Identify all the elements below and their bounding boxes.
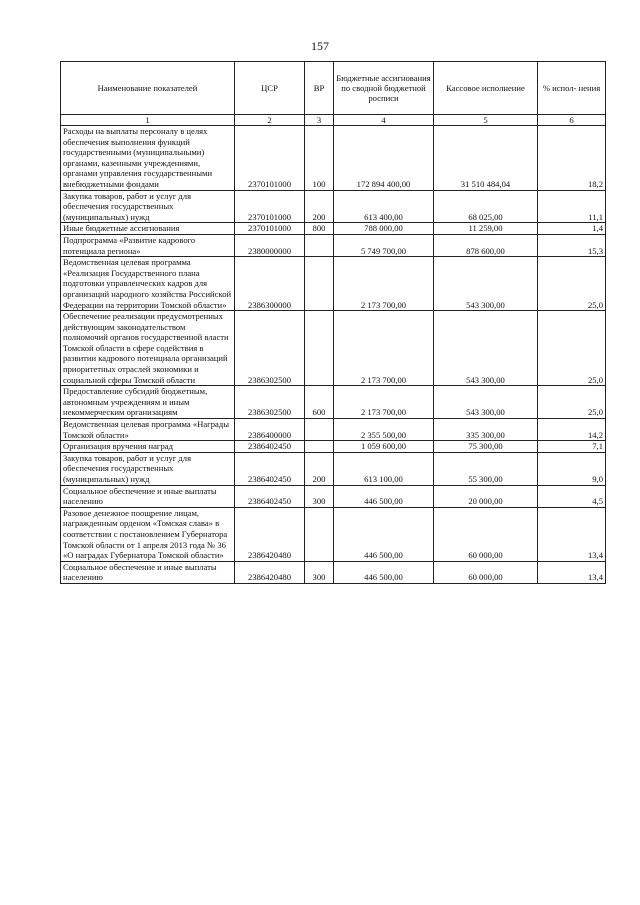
row-planned: 172 894 400,00 — [334, 126, 434, 191]
row-planned: 446 500,00 — [334, 507, 434, 561]
row-vr — [305, 441, 334, 453]
table-row — [61, 419, 606, 441]
row-executed: 878 600,00 — [434, 234, 538, 256]
row-executed: 55 300,00 — [434, 452, 538, 485]
row-csr: 2386402450 — [235, 485, 305, 507]
column-number: 5 — [434, 115, 538, 126]
row-name: Закупка товаров, работ и услуг для обеспечения государственных (муниципальных) нужд — [61, 452, 235, 485]
row-executed: 60 000,00 — [434, 561, 538, 583]
row-executed: 543 300,00 — [434, 257, 538, 311]
row-vr: 600 — [305, 386, 334, 419]
row-vr — [305, 507, 334, 561]
row-csr: 2386300000 — [235, 257, 305, 311]
row-vr — [305, 234, 334, 256]
row-planned: 2 173 700,00 — [334, 311, 434, 386]
row-executed: 20 000,00 — [434, 485, 538, 507]
row-csr: 2386420480 — [235, 507, 305, 561]
row-vr: 200 — [305, 190, 334, 223]
row-vr: 100 — [305, 126, 334, 191]
row-percent: 11,1 — [538, 190, 606, 223]
row-planned: 1 059 600,00 — [334, 441, 434, 453]
table-row — [61, 311, 606, 386]
row-name: Обеспечение реализации предусмотренных действующим законодательством полномочий органов государственной власти Томской области в сфере содействия в развитии кадрового потенциала организаций приоритетных отраслей экономики и социальной сферы Томской области — [61, 311, 235, 386]
row-name: Предоставление субсидий бюджетным, автономным учреждениям и иным некоммерческим организациям — [61, 386, 235, 419]
row-csr: 2380000000 — [235, 234, 305, 256]
table-row — [61, 561, 606, 583]
row-planned: 2 173 700,00 — [334, 257, 434, 311]
row-name: Ведомственная целевая программа «Реализация Государственного плана подготовки управленческих кадров для организаций народного хозяйства Российской Федерации на территории Томской области» — [61, 257, 235, 311]
header-csr: ЦСР — [235, 62, 305, 115]
row-name: Иные бюджетные ассигнования — [61, 223, 235, 235]
row-name: Социальное обеспечение и иные выплаты населению — [61, 485, 235, 507]
row-csr: 2370101000 — [235, 190, 305, 223]
budget-execution-table — [60, 61, 606, 584]
row-csr: 2386302500 — [235, 311, 305, 386]
row-planned: 446 500,00 — [334, 561, 434, 583]
header-execution-percent: % испол- нения — [538, 62, 606, 115]
row-csr: 2386302500 — [235, 386, 305, 419]
row-vr: 200 — [305, 452, 334, 485]
table-row — [61, 485, 606, 507]
row-executed: 335 300,00 — [434, 419, 538, 441]
row-csr: 2386402450 — [235, 452, 305, 485]
row-planned: 613 400,00 — [334, 190, 434, 223]
header-indicator-name: Наименование показателей — [61, 62, 235, 115]
row-vr — [305, 311, 334, 386]
row-planned: 5 749 700,00 — [334, 234, 434, 256]
row-name: Закупка товаров, работ и услуг для обеспечения государственных (муниципальных) нужд — [61, 190, 235, 223]
row-executed: 60 000,00 — [434, 507, 538, 561]
row-csr: 2370101000 — [235, 126, 305, 191]
row-percent: 18,2 — [538, 126, 606, 191]
row-percent: 25,0 — [538, 257, 606, 311]
table-header-row — [61, 62, 606, 115]
row-planned: 2 173 700,00 — [334, 386, 434, 419]
header-cash-execution: Кассовое исполнение — [434, 62, 538, 115]
row-name: Расходы на выплаты персоналу в целях обеспечения выполнения функций государственными (муниципальными) органами, казенными учреждениями, органами управления государственными внебюджетными фондами — [61, 126, 235, 191]
row-percent: 9,0 — [538, 452, 606, 485]
column-number: 4 — [334, 115, 434, 126]
row-executed: 68 025,00 — [434, 190, 538, 223]
table-row — [61, 190, 606, 223]
row-name: Организация вручения наград — [61, 441, 235, 453]
row-percent: 13,4 — [538, 507, 606, 561]
column-number: 1 — [61, 115, 235, 126]
row-csr: 2386400000 — [235, 419, 305, 441]
row-percent: 1,4 — [538, 223, 606, 235]
table-row — [61, 386, 606, 419]
column-number: 3 — [305, 115, 334, 126]
row-planned: 613 100,00 — [334, 452, 434, 485]
table-row — [61, 234, 606, 256]
row-name: Ведомственная целевая программа «Награды Томской области» — [61, 419, 235, 441]
column-number-row — [61, 115, 606, 126]
row-name: Подпрограмма «Развитие кадрового потенциала региона» — [61, 234, 235, 256]
table-row — [61, 507, 606, 561]
row-planned: 788 000,00 — [334, 223, 434, 235]
table-row — [61, 441, 606, 453]
row-vr — [305, 257, 334, 311]
row-name: Разовое денежное поощрение лицам, награжденным орденом «Томская слава» в соответствии с постановлением Губернатора Томской области от 1 апреля 2013 года № 36 «О наградах Губернатора Томской области» — [61, 507, 235, 561]
row-vr: 300 — [305, 561, 334, 583]
row-percent: 25,0 — [538, 386, 606, 419]
row-vr: 300 — [305, 485, 334, 507]
row-vr — [305, 419, 334, 441]
row-executed: 75 300,00 — [434, 441, 538, 453]
header-budget-allocations: Бюджетные ассигнования по сводной бюджетной росписи — [334, 62, 434, 115]
table-row — [61, 257, 606, 311]
row-planned: 446 500,00 — [334, 485, 434, 507]
table-row — [61, 126, 606, 191]
row-name: Социальное обеспечение и иные выплаты населению — [61, 561, 235, 583]
table-row — [61, 223, 606, 235]
row-vr: 800 — [305, 223, 334, 235]
row-executed: 31 510 484,04 — [434, 126, 538, 191]
row-executed: 11 259,00 — [434, 223, 538, 235]
row-csr: 2386402450 — [235, 441, 305, 453]
row-percent: 25,0 — [538, 311, 606, 386]
column-number: 2 — [235, 115, 305, 126]
row-percent: 4,5 — [538, 485, 606, 507]
row-csr: 2370101000 — [235, 223, 305, 235]
page-number: 157 — [311, 39, 329, 53]
row-executed: 543 300,00 — [434, 311, 538, 386]
row-percent: 15,3 — [538, 234, 606, 256]
row-planned: 2 355 500,00 — [334, 419, 434, 441]
column-number: 6 — [538, 115, 606, 126]
header-vr: ВР — [305, 62, 334, 115]
row-csr: 2386420480 — [235, 561, 305, 583]
row-executed: 543 300,00 — [434, 386, 538, 419]
row-percent: 14,2 — [538, 419, 606, 441]
row-percent: 7,1 — [538, 441, 606, 453]
table-row — [61, 452, 606, 485]
row-percent: 13,4 — [538, 561, 606, 583]
